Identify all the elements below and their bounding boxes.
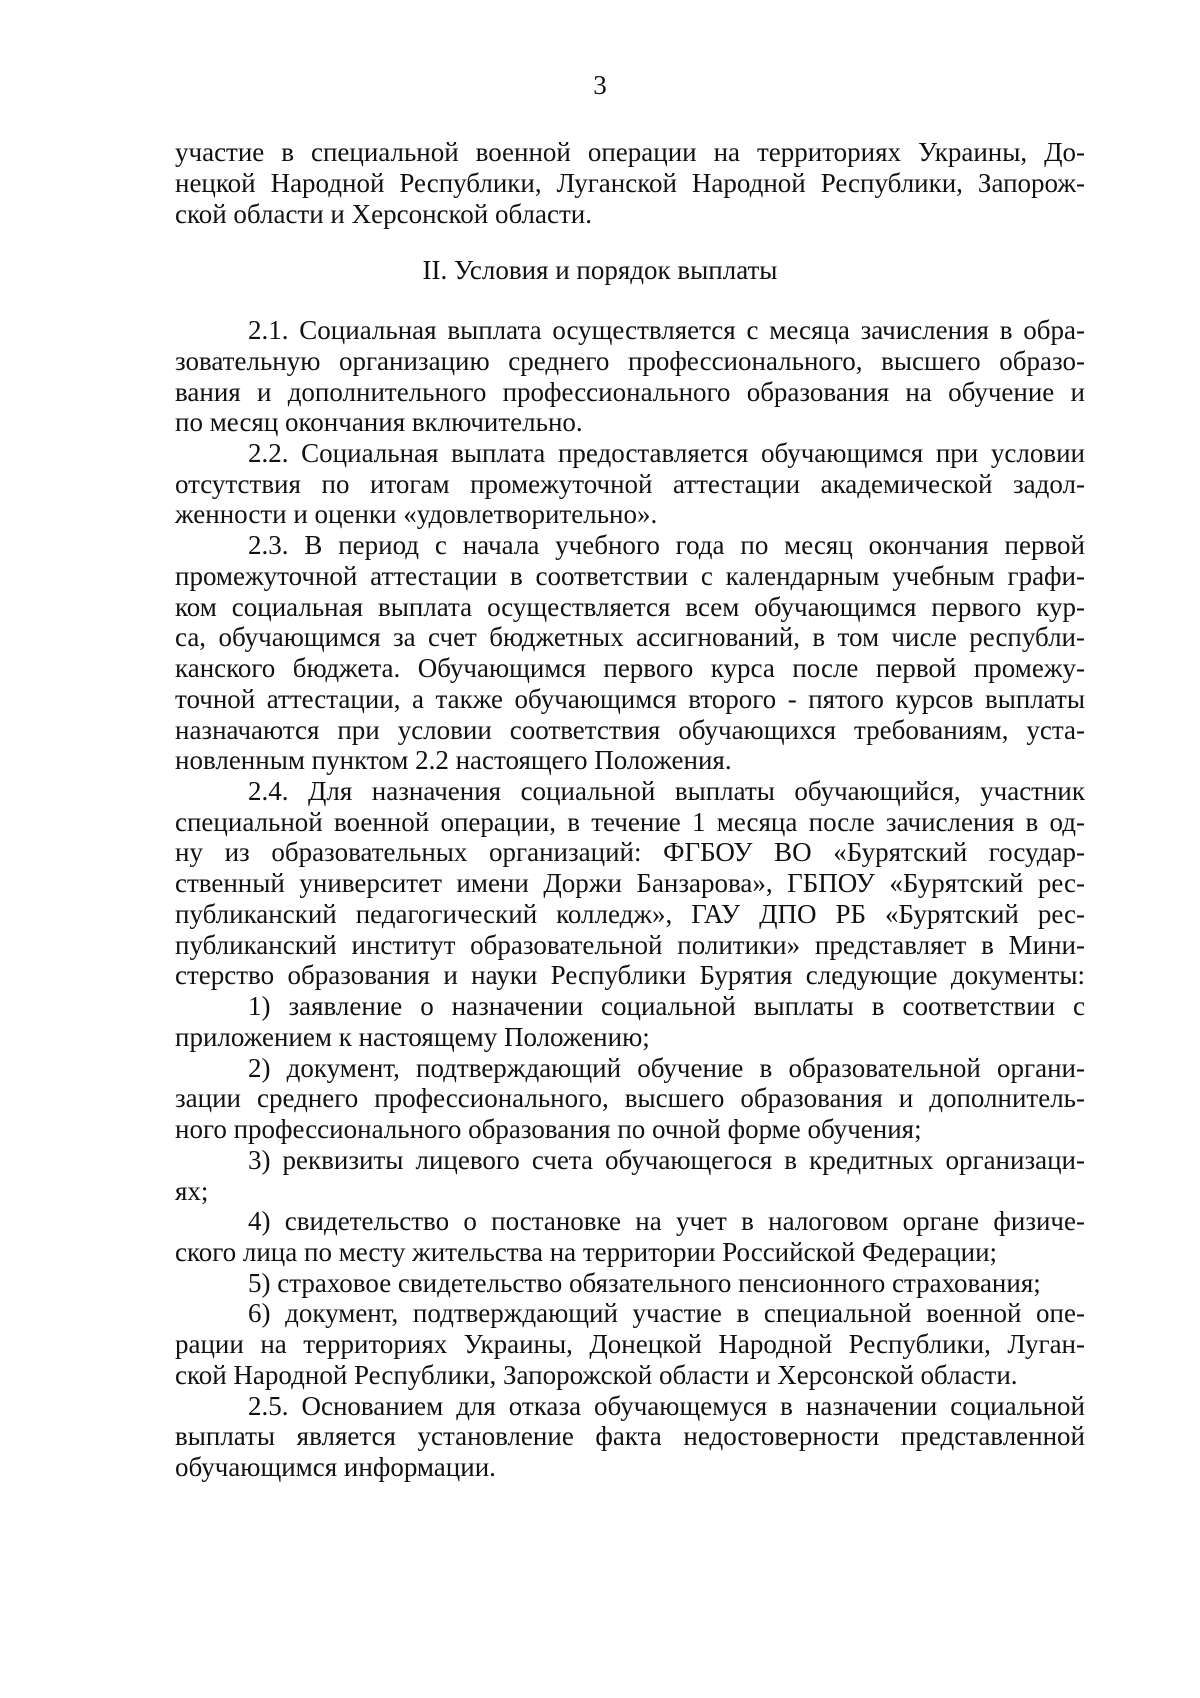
text-line: промежуточной аттестации в соответствии с календарным учебным графи-	[175, 561, 1085, 591]
list-item: 4) свидетельство о постановке на учет в налоговом органе физиче-	[248, 1206, 1085, 1236]
text-line: специальной военной операции, в течение 1 месяца после зачисления в од-	[175, 807, 1085, 837]
text-line: обучающимся информации.	[175, 1452, 496, 1482]
text-line: точной аттестации, а также обучающимся второго - пятого курсов выплаты	[175, 684, 1085, 714]
text-line: ской Народной Республики, Запорожской области и Херсонской области.	[175, 1360, 1018, 1390]
text-line: 2.2. Социальная выплата предоставляется обучающимся при условии	[248, 438, 1085, 468]
text-line: по месяц окончания включительно.	[175, 407, 583, 437]
text-line: рации на территориях Украины, Донецкой Народной Республики, Луган-	[175, 1329, 1085, 1359]
text-line: женности и оценки «удовлетворительно».	[175, 499, 658, 529]
text-line: новленным пунктом 2.2 настоящего Положения.	[175, 745, 732, 775]
list-item: 3) реквизиты лицевого счета обучающегося в кредитных организаци-	[248, 1145, 1085, 1175]
list-item: 5) страховое свидетельство обязательного пенсионного страхования;	[248, 1268, 1041, 1298]
text-line: приложением к настоящему Положению;	[175, 1022, 650, 1052]
text-line: ях;	[175, 1176, 209, 1206]
text-line: 2.1. Социальная выплата осуществляется с месяца зачисления в обра-	[248, 315, 1085, 345]
list-item: 1) заявление о назначении социальной выплаты в соответствии с	[248, 991, 1085, 1021]
text-line: зовательную организацию среднего профессионального, высшего образо-	[175, 346, 1085, 376]
text-line: зации среднего профессионального, высшего образования и дополнитель-	[175, 1083, 1085, 1113]
text-line: выплаты является установление факта недостоверности представленной	[175, 1421, 1085, 1451]
text-line: 2.4. Для назначения социальной выплаты обучающийся, участник	[248, 776, 1085, 806]
text-line: канского бюджета. Обучающимся первого курса после первой промежу-	[175, 653, 1085, 683]
text-line: участие в специальной военной операции на территориях Украины, До-	[175, 137, 1085, 167]
section-heading: II. Условия и порядок выплаты	[422, 255, 778, 285]
list-item: 6) документ, подтверждающий участие в специальной военной опе-	[248, 1298, 1085, 1328]
text-line: стерство образования и науки Республики Бурятия следующие документы:	[175, 960, 1085, 990]
text-line: ственный университет имени Доржи Банзарова», ГБПОУ «Бурятский рес-	[175, 868, 1085, 898]
text-line: назначаются при условии соответствия обучающихся требованиям, уста-	[175, 715, 1085, 745]
text-line: публиканский институт образовательной политики» представляет в Мини-	[175, 930, 1085, 960]
text-line: вания и дополнительного профессионального образования на обучение и	[175, 377, 1085, 407]
list-item: 2) документ, подтверждающий обучение в образовательной органи-	[248, 1053, 1085, 1083]
text-line: са, обучающимся за счет бюджетных ассигнований, в том числе республи-	[175, 622, 1085, 652]
text-line: ского лица по месту жительства на территории Российской Федерации;	[175, 1237, 998, 1267]
text-line: публиканский педагогический колледж», ГАУ ДПО РБ «Бурятский рес-	[175, 899, 1085, 929]
text-line: ком социальная выплата осуществляется всем обучающимся первого кур-	[175, 592, 1085, 622]
text-line: ного профессионального образования по очной форме обучения;	[175, 1114, 922, 1144]
page-number: 3	[593, 70, 607, 100]
text-line: ской области и Херсонской области.	[175, 199, 592, 229]
text-line: 2.5. Основанием для отказа обучающемуся в назначении социальной	[248, 1391, 1085, 1421]
text-line: отсутствия по итогам промежуточной аттестации академической задол-	[175, 469, 1085, 499]
text-line: ну из образовательных организаций: ФГБОУ ВО «Бурятский государ-	[175, 837, 1085, 867]
text-line: нецкой Народной Республики, Луганской Народной Республики, Запорож-	[175, 168, 1085, 198]
text-line: 2.3. В период с начала учебного года по месяц окончания первой	[248, 530, 1085, 560]
